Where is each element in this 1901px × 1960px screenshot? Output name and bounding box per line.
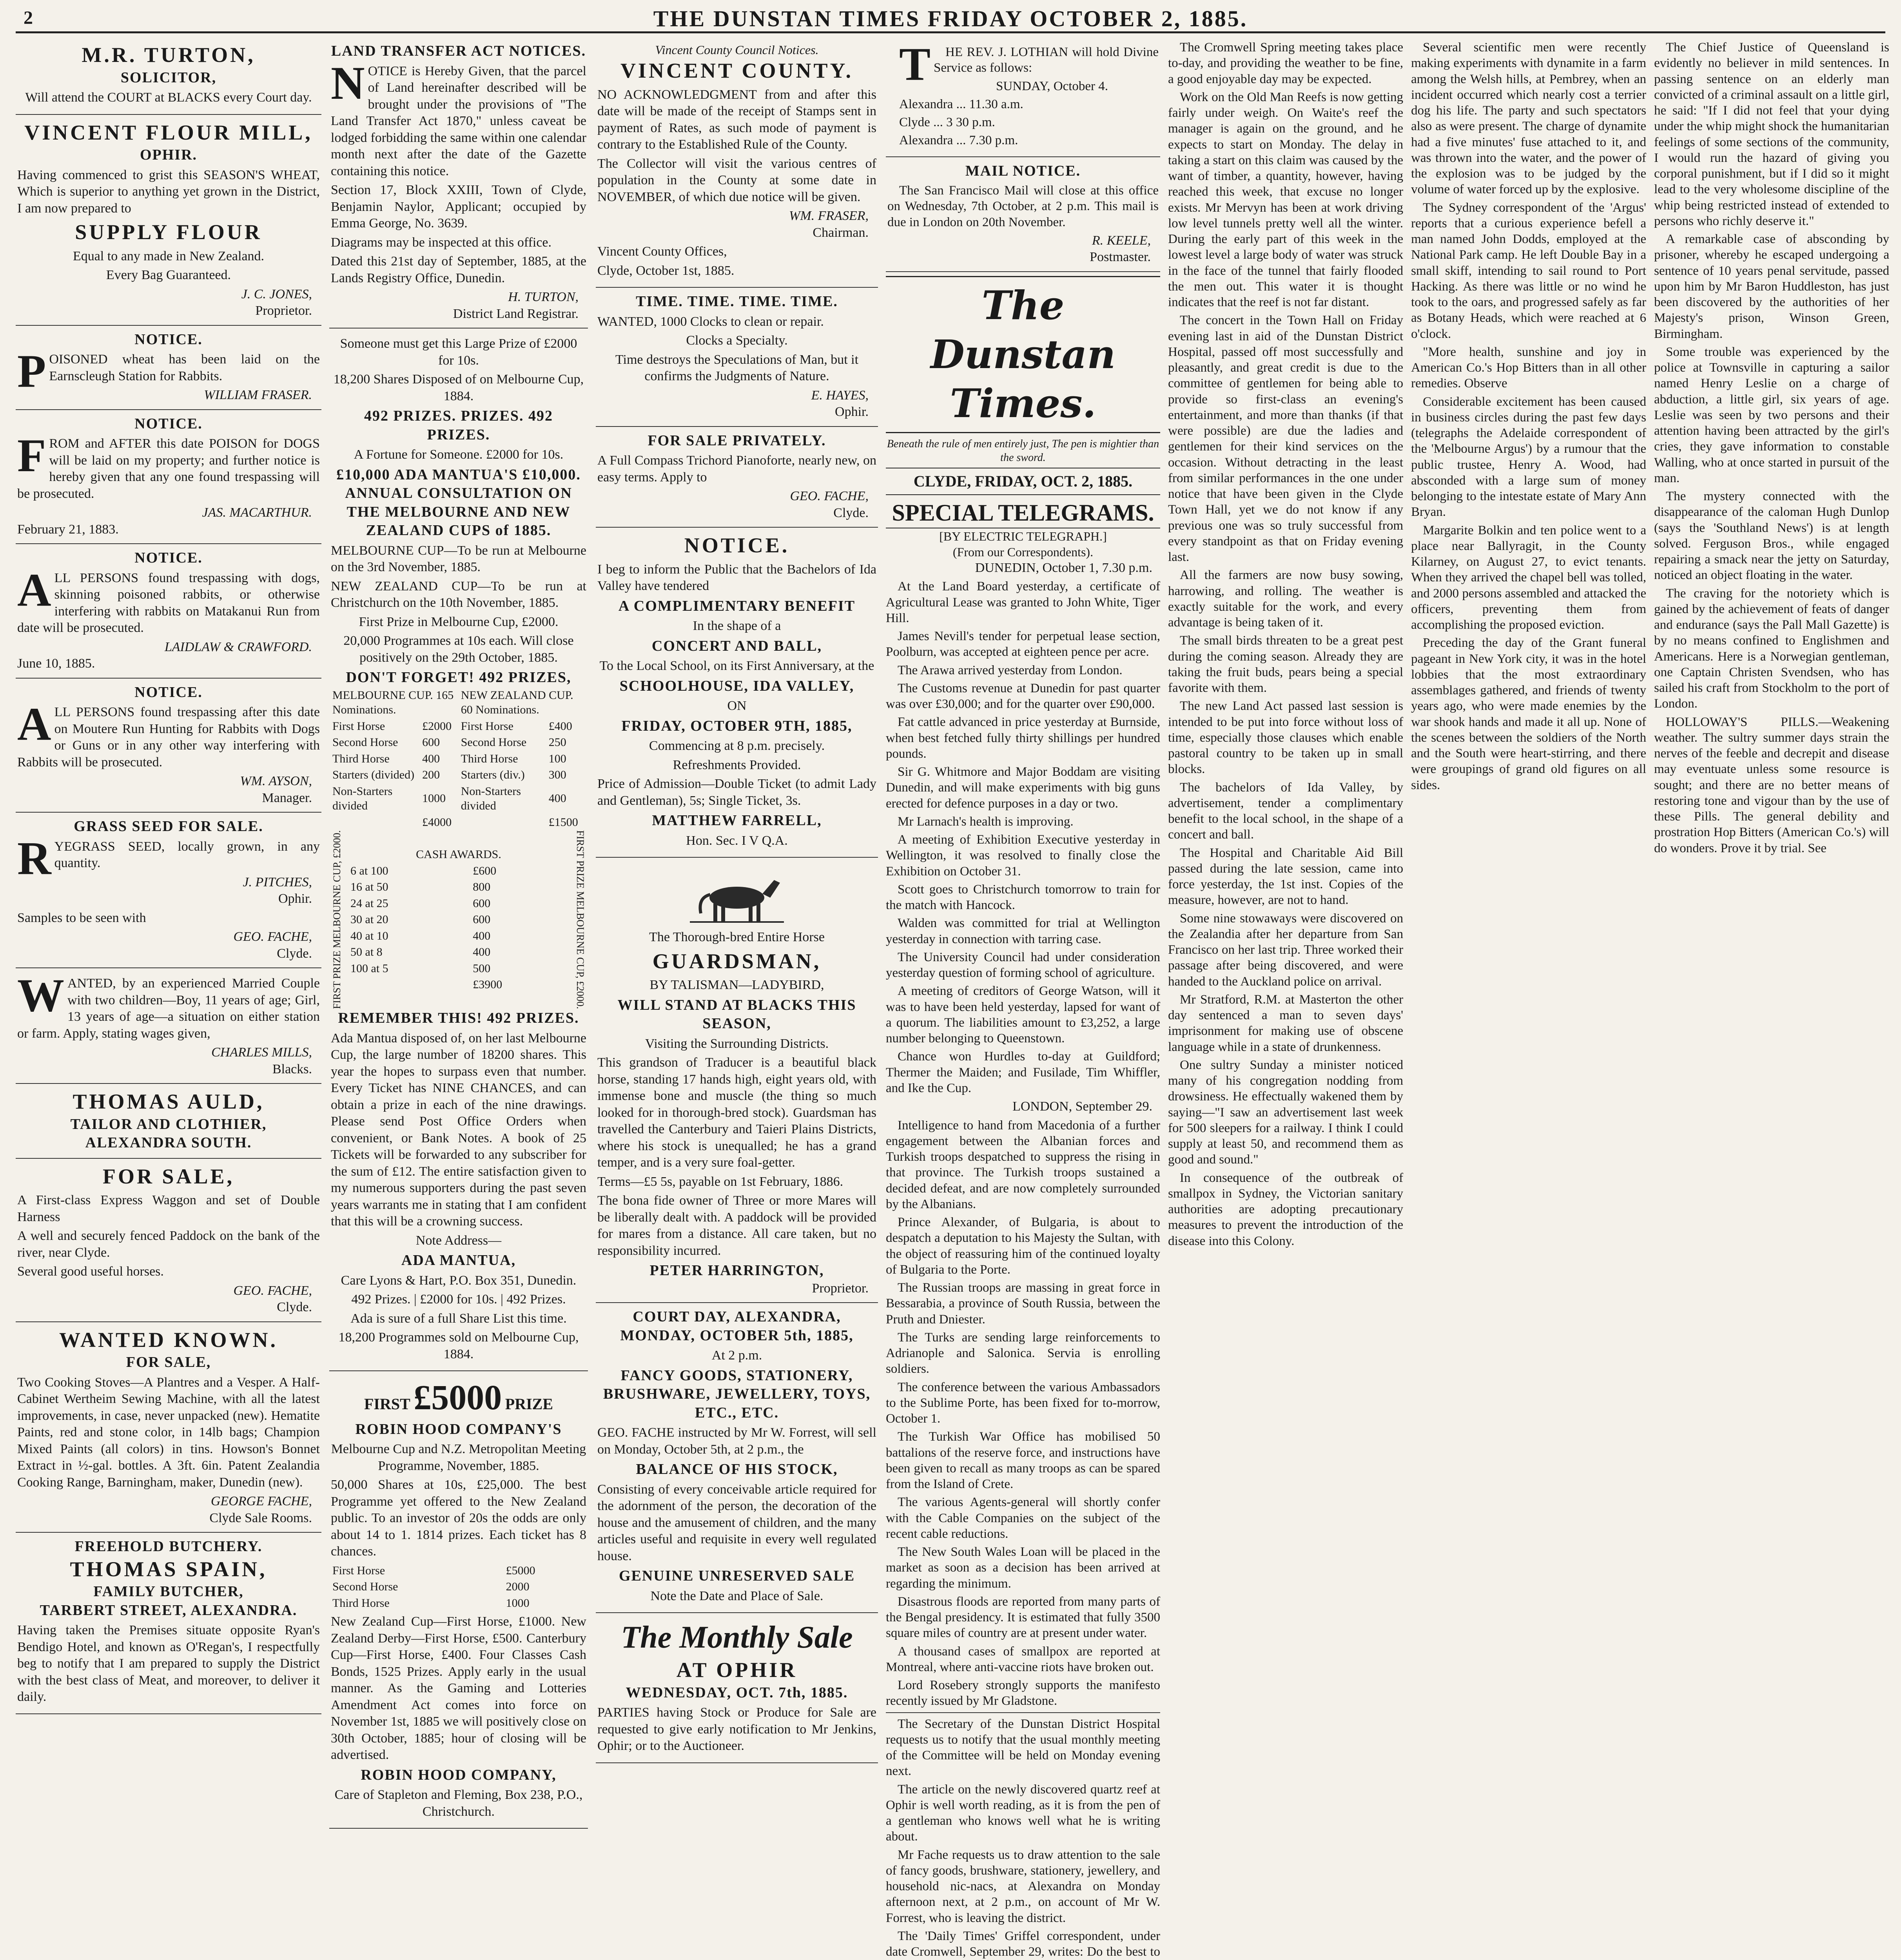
ad-venue: SCHOOLHOUSE, IDA VALLEY, [619, 677, 854, 694]
notice-signature-role: Chairman. [813, 225, 869, 240]
table-row [349, 976, 568, 993]
ad-text: A Fortune for Someone. £2000 for 10s. [354, 447, 564, 462]
notice-signature: R. KEELE, [1092, 233, 1151, 248]
column-6 [1411, 37, 1646, 1960]
notice-text: SUNDAY, October 4. [996, 79, 1108, 93]
side-label: FIRST PRIZE MELBOURNE CUP, £2000. [331, 830, 343, 1009]
robin-hood-ad [329, 1371, 588, 1829]
ad-title: FOR SALE PRIVATELY. [648, 432, 826, 449]
ad-text: Note Address— [415, 1233, 502, 1248]
ad-guardsman-horse [596, 858, 878, 1303]
notice-trespass-matakanui [16, 544, 321, 679]
ad-text: Will attend the COURT at BLACKS every Court day. [25, 90, 312, 105]
service-time: Alexandra ... 7.30 p.m. [899, 133, 1018, 148]
article-paragraph: The University Council had under consideration yesterday question of forming school of agriculture. [886, 950, 1160, 980]
ad-flour-mill [16, 115, 321, 326]
article-paragraph: At the Land Board yesterday, a certificate of Agricultural Lease was granted to John White, Tiger Hill. [886, 579, 1160, 625]
ad-text: PARTIES having Stock or Produce for Sale are requested to give early notification to Mr Jenkins, Ophir; or to the Auctioneer. [597, 1705, 876, 1753]
ad-headline: 492 PRIZES. PRIZES. 492 PRIZES. [364, 408, 553, 443]
notice-signature: JAS. MACARTHUR. [202, 505, 312, 520]
notice-title: LAND TRANSFER ACT NOTICES. [331, 43, 586, 59]
ad-text: Every Bag Guaranteed. [106, 268, 231, 282]
ad-date: WEDNESDAY, OCT. 7th, 1885. [626, 1684, 848, 1701]
ad-title: The Monthly Sale [621, 1620, 853, 1655]
notice-trespass-moutere [16, 679, 321, 813]
ad-subtitle: ALEXANDRA SOUTH. [85, 1134, 252, 1151]
ad-signature-place: Clyde. [277, 1300, 312, 1314]
ad-signature: CHARLES MILLS, [211, 1045, 312, 1060]
article-paragraph: The concert in the Town Hall on Friday evening last in aid of the Dunstan District Hospital, passed off most successfully and pleasantly, and great credit is due to the committee of gentlemen for being able to provide so first-class an evening's entertainment, and more than thanks (if that were possible) are due the ladies and gentlemen for their kind services on the occasion. Without detracting in the least from similar performances in the one under notice that have been given in the Clyde Town Hall, yet we do not know if any previous one was so truly successful from every standpoint as that on Friday evening last. [1168, 313, 1403, 564]
ad-text: WANTED, 1000 Clocks to clean or repair. [597, 314, 824, 329]
ad-text: NEW ZEALAND CUP—To be run at Christchurch on the 10th November, 1885. [331, 579, 586, 610]
notice-title: NOTICE. [134, 684, 203, 701]
article-paragraph: The Cromwell Spring meeting takes place to-day, and providing the weather to be fine, a good enjoyable day may be expected. [1168, 40, 1403, 86]
ad-text: The bona fide owner of Three or more Mares will be liberally dealt with. A paddock will be provided for mares from a distance. All care taken, but no responsibility incurred. [597, 1193, 876, 1258]
article-paragraph: The article on the newly discovered quartz reef at Ophir is well worth reading, as it is from the pen of a gentleman who knows well what he is writing about. [886, 1782, 1160, 1844]
ad-title: NOTICE. [684, 534, 790, 557]
ad-address: Care Lyons & Hart, P.O. Box 351, Dunedin. [341, 1273, 577, 1288]
mail-notice [886, 157, 1160, 272]
article-paragraph: Preceding the day of the Grant funeral pageant in New York city, it was in the hotel lobbies that the most extraordinary assemblages gathered, and friends of twenty years ago, who were made enemies by the war shook hands and made it all up. None of the scenes between the soldiers of the North and the South were heart-stirring, and there were groupings of grand old figures on all sides. [1411, 636, 1646, 792]
ad-text: Consisting of every conceivable article required for the adornment of the person, the decoration of the house and the amusement of children, and the many articles useful and requisite in every well regulated house. [597, 1482, 876, 1563]
article-paragraph: The New South Wales Loan will be placed in the market as soon as a decision has been arrived at regarding the minimum. [886, 1545, 1160, 1591]
dateline-london: LONDON, September 29. [1012, 1099, 1152, 1114]
ad-subtitle: AT OPHIR [676, 1658, 798, 1682]
ad-signature: GEO. FACHE, [233, 1283, 312, 1298]
service-time: Clyde ... 3 30 p.m. [899, 115, 995, 129]
ad-signature-role: Proprietor. [255, 303, 312, 318]
table-row: Third Horse 1000 [332, 1596, 530, 1610]
section-subtitle: [BY ELECTRIC TELEGRAPH.] [939, 529, 1107, 543]
article-paragraph: Disastrous floods are reported from many parts of the Bengal presidency. It is estimated that fully 3500 square miles of country are at present under water. [886, 1594, 1160, 1641]
column-2 [329, 37, 588, 1960]
cash-awards-table [349, 846, 568, 993]
ad-signature: E. HAYES, [811, 388, 869, 403]
ad-signature-place: Ophir. [278, 891, 312, 906]
ad-subtitle: OPHIR. [140, 147, 198, 163]
ad-subtitle: ANNUAL CONSULTATION ON THE MELBOURNE AND NEW ZEALAND CUPS of 1885. [345, 485, 572, 539]
notice-text: Diagrams may be inspected at this office. [331, 235, 552, 250]
table-row: Third Horse 400 Third Horse 100 [332, 752, 566, 765]
ad-motto: Time destroys the Speculations of Man, but it confirms the Judgments of Nature. [615, 352, 859, 383]
article-paragraph: Mr Larnach's health is improving. [898, 814, 1074, 829]
table-row: Second Horse 600 Second Horse 250 [332, 736, 566, 749]
table-row: 30 at 20 600 [350, 913, 491, 926]
ad-thomas-auld [16, 1084, 321, 1159]
ad-prize-amount: £5000 [414, 1378, 502, 1417]
article-paragraph: Some nine stowaways were discovered on the Zealandia after her departure from San Francisco on her last trip. Three worked their passage after being discovered, and were handed to the Auckland police on arrival. [1168, 911, 1403, 989]
table-row: 100 at 5 500 [350, 962, 491, 975]
service-time: Alexandra ... 11.30 a.m. [899, 97, 1023, 111]
notice-signature: WM. FRASER, [789, 209, 869, 223]
article-paragraph: The Chief Justice of Queensland is evidently no believer in mild sentences. In passing sentence on an elderly man convicted of a criminal assault on a little girl, he said: "If I did not feel that your dying under the whip might shock the humanitarian feelings of some sections of the community, I would run the hazard of giving you corporal punishment, but if I did so it might lead to the very wholesome discipline of the whip being restricted instead of extended to persons who richly deserve it." [1654, 40, 1889, 228]
article-paragraph: The craving for the notoriety which is gained by the achievement of feats of danger and endurance (says the Pall Mall Gazette) is by no means confined to Englishmen and Americans. Here is a Norwegian gentleman, one Captain Christen Svendsen, who has sailed his craft from Stockholm to the port of London. [1654, 586, 1889, 711]
ad-wanted-situation [16, 968, 321, 1084]
notice-signature: WM. AYSON, [240, 774, 312, 788]
ad-text: 492 Prizes. | £2000 for 10s. | 492 Prizes. [351, 1292, 566, 1307]
dateline-dunedin: DUNEDIN, October 1, 7.30 p.m. [975, 560, 1152, 575]
article-paragraph: The mystery connected with the disappearance of the caloman Hugh Dunlop (says the 'Southland News') is at length solved. Ferguson Bros., while engaged repairing a smack near the jetty on Saturday, noticed an object floating in the water. [1654, 489, 1889, 583]
article-paragraph: James Nevill's tender for perpetual lease section, Poolburn, was accepted at eighteen pence per acre. [886, 629, 1160, 659]
column-1 [16, 37, 321, 1960]
robin-prize-table [331, 1563, 586, 1612]
ad-text: A Full Compass Trichord Pianoforte, nearly new, on easy terms. Apply to [597, 453, 876, 485]
column-5 [1168, 37, 1403, 1960]
ad-subtitle: SOLICITOR, [120, 69, 217, 86]
notice-signature: H. TURTON, [508, 290, 579, 304]
ad-text: Samples to be seen with [17, 910, 146, 925]
ad-text: 18,200 Shares Disposed of on Melbourne Cup, 1884. [333, 372, 584, 403]
ad-signature-role: Proprietor. [812, 1281, 869, 1296]
article-paragraph: The Russian troops are massing in great force in Bessarabia, a province of South Russia, between the Pruth and Dniester. [886, 1281, 1160, 1327]
article-paragraph: Work on the Old Man Reefs is now getting fairly under weigh. On Waite's reef the manager is again on the ground, and he expects to start on Monday. The delay in taking a start on this claim was caused by the want of timber, a quantity, however, having reached this week, that excuse no longer exists. Mr Mervyn has been at work driving low level tunnels pretty well all the winter. During the early part of this week in the lowest level a large body of water was struck in the face of the tunnel that fairly flooded the men out. This water it is thought indicates that the reef is not far distant. [1168, 90, 1403, 309]
notice-signature: WILLIAM FRASER. [204, 388, 312, 402]
horse-illustration [686, 866, 788, 925]
article-paragraph: The Sydney correspondent of the 'Argus' reports that a curious experience befell a man named John Dodds, employed at the National Park camp. He left Double Bay in a small skiff, intending to sail round to Port Hacking. As there was little or no wind he took to the oars, and progressed safely as far as Botany Heads, which were reached at 6 o'clock. [1411, 200, 1646, 341]
ad-text: Visiting the Surrounding Districts. [645, 1036, 829, 1051]
ad-title: ROBIN HOOD COMPANY'S [355, 1421, 562, 1437]
ad-signature: PETER HARRINGTON, [649, 1262, 824, 1279]
ad-headline: FANCY GOODS, STATIONERY, BRUSHWARE, JEWELLERY, TOYS, ETC., ETC. [603, 1367, 871, 1421]
article-paragraph: One sultry Sunday a minister noticed many of his congregation nodding from drowsiness. He effectually wakened them by saying—"I saw an advertisement last week for 500 sleepers for a railway. I think I could supply at least 50, and recommend them as good and sound." [1168, 1058, 1403, 1167]
ad-text: Terms—£5 5s, payable on 1st February, 1886. [597, 1174, 843, 1189]
notice-text: ALL PERSONS found trespassing with dogs, skinning poisoned rabbits, or otherwise interfering with rabbits on Matakanui Run from date will be prosecuted. [17, 563, 320, 635]
ad-text: GEO. FACHE instructed by Mr W. Forrest, will sell on Monday, October 5th, at 2 p.m., the [597, 1425, 876, 1457]
ada-mantua-ad [329, 328, 588, 1371]
notice-title: NOTICE. [134, 550, 203, 566]
column-3 [596, 37, 878, 1960]
column-7 [1654, 37, 1889, 1960]
ad-for-sale-fache [16, 1159, 321, 1322]
notice-text: The San Francisco Mail will close at this office on Wednesday, 7th October, at 2 p.m. This mail is due in London on 20th November. [887, 183, 1159, 229]
ad-title: £10,000 ADA MANTUA'S £10,000. [336, 466, 581, 483]
notice-text: NO ACKNOWLEDGMENT from and after this date will be made of the receipt of Stamps sent in payment of Rates, as such mode of payment is contrary to the Established Rule of the County. [597, 87, 876, 152]
ad-signature: GEORGE FACHE, [210, 1494, 312, 1508]
ad-piano-sale [596, 427, 878, 528]
ad-signature: GEO. FACHE, [233, 929, 312, 944]
article-paragraph: The Turkish War Office has mobilised 50 battalions of the reserve force, and instructions have been given to recall as many troops as can be spared from the Island of Crete. [886, 1430, 1160, 1491]
article-paragraph: All the farmers are now busy sowing, harrowing, and rolling. The weather is exactly suitable for the work, and every advantage is being taken of it. [1168, 568, 1403, 630]
notice-signature-role: Postmaster. [1090, 250, 1151, 265]
ad-text: ON [727, 699, 747, 713]
ad-title: WANTED KNOWN. [59, 1328, 278, 1352]
notice-header: Vincent County Council Notices. [655, 43, 819, 57]
ad-text: RYEGRASS SEED, locally grown, in any quantity. [17, 832, 320, 884]
ad-text: Clocks a Specialty. [686, 333, 788, 348]
table-header: MELBOURNE CUP. 165 Nominations. [332, 688, 454, 716]
notice-detail: Section 17, Block XXIII, Town of Clyde, Benjamin Naylor, Applicant; occupied by Emma George, No. 3639. [331, 183, 586, 230]
table-header: NEW ZEALAND CUP. 60 Nominations. [461, 688, 573, 716]
ad-headline: CONCERT AND BALL, [651, 637, 822, 654]
divider [886, 1712, 1160, 1713]
article-paragraph: The various Agents-general will shortly confer with the Cable Companies on the subject of the recent cable reductions. [886, 1495, 1160, 1541]
ad-signature: J. PITCHES, [243, 875, 312, 889]
ad-text: MELBOURNE CUP—To be run at Melbourne on the 3rd November, 1885. [331, 543, 586, 574]
ad-title: VINCENT FLOUR MILL, [24, 120, 313, 144]
ad-text: 20,000 Programmes at 10s each. Will close positively on the 29th October, 1885. [343, 633, 574, 665]
notice-text: FROM and AFTER this date POISON for DOGS will be laid on my property; and further notice is hereby given that any one found trespassing will be prosecuted. [17, 429, 320, 501]
notice-date: Clyde, October 1st, 1885. [597, 263, 735, 278]
ad-headline: WILL STAND AT BLACKS THIS SEASON, [617, 996, 856, 1032]
ad-headline: SUPPLY FLOUR [75, 220, 262, 244]
ad-turton [16, 37, 321, 115]
article-paragraph: Several scientific men were recently making experiments with dynamite in a farm among the Welsh hills, at Pembrey, when an incident occurred which nearly cost a terrier dog his life. The party and such spectators also as were present. The charge of dynamite had a five minutes' fuse attached to it, and was thrown into the water, and the power of the explosion was to be judged by the volume of water forced up by the explosive. [1411, 40, 1646, 197]
table-row: 16 at 50 800 [350, 880, 491, 894]
table-row: Starters (divided) 200 Starters (div.) 300 [332, 768, 566, 781]
article-paragraph: The Customs revenue at Dunedin for past quarter was over £30,000; and for the quarter over £90,000. [886, 681, 1160, 711]
ad-text: A well and securely fenced Paddock on the bank of the river, near Clyde. [17, 1229, 320, 1260]
notice-text: ALL PERSONS found trespassing after this date on Moutere Run Hunting for Rabbits with Dogs or Guns or in any other way interfering with Rabbits will be prosecuted. [17, 698, 320, 769]
ad-text: BY TALISMAN—LADYBIRD, [649, 978, 824, 992]
article-paragraph: Sir G. Whitmore and Major Boddam are visiting Dunedin, and will make experiments with big guns erected for defence purposes in a day or two. [886, 765, 1160, 811]
notice-signature-role: Manager. [262, 790, 312, 805]
article-paragraph: Lord Rosebery strongly supports the manifesto recently issued by Mr Gladstone. [886, 1678, 1160, 1708]
article-paragraph: The Arawa arrived yesterday from London. [898, 663, 1123, 677]
notice-office: Vincent County Offices, [597, 244, 727, 259]
ad-text: 18,200 Programmes sold on Melbourne Cup, 1884. [338, 1330, 579, 1361]
article-paragraph: Some trouble was experienced by the police at Townsville in capturing a sailor named Henry Leslie on a charge of abduction, a little girl, six years of age. Leslie was seen by two persons and their attention having been attracted by the girl's cries, they gave information to constable Walling, who at once started in pursuit of the man. [1654, 345, 1889, 485]
land-transfer-notice [329, 37, 588, 328]
ad-wanted-known [16, 1322, 321, 1533]
masthead [16, 4, 1885, 33]
ad-address: Care of Stapleton and Fleming, Box 238, P.O., Christchurch. [334, 1788, 583, 1819]
prize-table [331, 687, 586, 831]
ad-text: Note the Date and Place of Sale. [650, 1588, 824, 1603]
table-row: 24 at 25 600 [350, 897, 491, 910]
section-title: SPECIAL TELEGRAMS. [886, 498, 1160, 528]
newspaper-masthead-title: THE DUNSTAN TIMES FRIDAY OCTOBER 2, 1885. [653, 6, 1248, 31]
ad-title: TIME. TIME. TIME. TIME. [636, 293, 838, 310]
editorial-dateline: CLYDE, FRIDAY, OCT. 2, 1885. [886, 468, 1160, 495]
article-paragraph: A remarkable case of absconding by prisoner, whereby he escaped undergoing a sentence of 10 years penal servitude, passed upon him by Mr Baron Huddleston, has just been discovered by the authorities of her Majesty's prison, Winson Green, Birmingham. [1654, 232, 1889, 341]
ad-signature-place: Clyde. [277, 946, 312, 961]
ad-text: First Prize in Melbourne Cup, £2000. [359, 614, 559, 629]
ad-name: ADA MANTUA, [401, 1252, 516, 1269]
column-4 [886, 37, 1160, 1960]
ad-subtitle: TAILOR AND CLOTHIER, [70, 1116, 267, 1132]
ad-subtitle: Melbourne Cup and N.Z. Metropolitan Meeting Programme, November, 1885. [331, 1442, 586, 1473]
table-row: 40 at 10 400 [350, 929, 491, 942]
ad-text: This grandson of Traducer is a beautiful black horse, standing 17 hands high, eight years old, with immense bone and muscle (the thing so much looked for in thorough-bred stock). Guardsman has travelled the Canterbury and Taieri Plains Districts, where his stock is unequalled; he has a grand temper, and is a very sure foal-getter. [597, 1055, 876, 1170]
table-total: £3900 [473, 978, 502, 991]
ad-title: GRASS SEED FOR SALE. [74, 818, 263, 835]
ad-text: Ada Mantua disposed of, on her last Melbourne Cup, the large number of 18200 shares. This year the hopes to surpass even that number. Every Ticket has NINE CHANCES, and can obtain a prize in each of the nine drawings. Please send Post Office Orders when convenient, or Bank Notes. A book of 25 Tickets will be forwarded to any subscriber for the sum of £12. The entire satisfaction given to my numerous supporters during the past seven years warrants me in stating that I am confident that this will be a crowning success. [331, 1031, 586, 1229]
notice-text: THE REV. J. LOTHIAN will hold Divine Service as follows: [899, 38, 1159, 90]
table-row: First Horse £5000 [332, 1564, 535, 1577]
ad-text: At 2 p.m. [711, 1348, 762, 1363]
article-paragraph: Fat cattle advanced in price yesterday at Burnside, when best fetched fully thirty shillings per hundred pounds. [886, 715, 1160, 761]
table-row [331, 814, 586, 831]
table-row: 6 at 100 £600 [350, 864, 497, 877]
ad-text: Refreshments Provided. [673, 757, 801, 772]
ad-first: FIRST [364, 1395, 410, 1413]
ad-signature: ROBIN HOOD COMPANY, [361, 1766, 557, 1783]
table-row: Non-Starters divided 1000 Non-Starters divided 400 [332, 784, 566, 812]
ad-title: M.R. TURTON, [82, 43, 256, 67]
article-paragraph: The new Land Act passed last session is intended to be put into force without loss of time, especially those clauses which enable pastoral country to be taken up in small blocks. [1168, 699, 1403, 777]
notice-date: February 21, 1883. [17, 522, 119, 537]
ad-text: New Zealand Cup—First Horse, £1000. New Zealand Derby—First Horse, £500. Canterbury Cup—First Horse, £400. Four Classes Cash Bonds, 1525 Prizes. Apply early in the usual manner. As the Gaming and Lotteries Amendment Act comes into force on November 1st, 1885 we will positively close on 30th October, 1885; hour of closing will be advertised. [331, 1614, 586, 1762]
table-row: 50 at 8 400 [350, 946, 491, 959]
ad-text: A First-class Express Waggon and set of Double Harness [17, 1193, 320, 1224]
ad-headline: BALANCE OF HIS STOCK, [636, 1461, 838, 1477]
article-paragraph: The Secretary of the Dunstan District Hospital requests us to notify that the usual monthly meeting of the Committee will be held on Monday evening next. [886, 1717, 1160, 1779]
notice-dog-poison [16, 410, 321, 544]
notice-text: The Collector will visit the various centres of population in the County at some date in NOVEMBER, of which due notice will be given. [597, 156, 876, 204]
ad-subtitle: The Thorough-bred Entire Horse [649, 930, 825, 944]
notice-title: MAIL NOTICE. [965, 162, 1081, 179]
ad-hayes-clocks [596, 288, 878, 427]
ad-subtitle: FAMILY BUTCHER, [93, 1583, 244, 1600]
notice-title: NOTICE. [134, 331, 203, 348]
notice-text: NOTICE is Hereby Given, that the parcel of Land hereinafter described will be brought under the provisions of "The Land Transfer Act 1870," unless caveat be lodged forbidding the same within one calendar month next after the date of the Gazette containing this notice. [331, 56, 586, 178]
article-paragraph: A thousand cases of smallpox are reported at Montreal, where anti-vaccine riots have broken out. [886, 1644, 1160, 1674]
notice-date: June 10, 1885. [17, 656, 95, 671]
ad-signature: J. C. JONES, [241, 287, 312, 301]
ad-text: Having commenced to grist this SEASON'S WHEAT, Which is superior to anything yet grown in the District, I am now prepared to [17, 167, 320, 216]
divine-service-notice [886, 37, 1160, 157]
ad-monthly-sale [596, 1613, 878, 1763]
table-header: CASH AWARDS. [416, 848, 501, 861]
ad-headline: GENUINE UNRESERVED SALE [619, 1568, 855, 1584]
ad-headline: A COMPLIMENTARY BENEFIT [618, 597, 856, 614]
article-paragraph: The Hospital and Charitable Aid Bill passed during the late session, came into force yesterday, the 1st inst. Copies of the measure, however, are not to hand. [1168, 846, 1403, 907]
article-paragraph: In consequence of the outbreak of smallpox in Sydney, the Victorian sanitary authorities are adopting precautionary measures to prevent the introduction of the disease into this Colony. [1168, 1171, 1403, 1248]
ad-text: Having taken the Premises situate opposite Ryan's Bendigo Hotel, and known as O'Regan's, I respectfully beg to notify that I am prepared to supply the District with the best class of Meat, and moreover, to deliver it daily. [17, 1623, 320, 1704]
ad-text: I beg to inform the Public that the Bachelors of Ida Valley have tendered [597, 562, 876, 593]
article-paragraph: A meeting of Exhibition Executive yesterday in Wellington, it was resolved to finally close the Exhibition on October 31. [886, 833, 1160, 878]
ad-title: GUARDSMAN, [652, 949, 822, 973]
ad-text: Commencing at 8 p.m. precisely. [649, 739, 825, 753]
article-paragraph: Mr Fache requests us to draw attention to the sale of fancy goods, brushware, stationery, jewellery, and household nic-nacs, at Alexandra on Monday afternoon next, at 2 p.m., on account of Mr W. Forrest, who is leaving the district. [886, 1847, 1160, 1925]
ad-signature-place: Blacks. [272, 1062, 312, 1076]
ad-signature-role: Hon. Sec. I V Q.A. [686, 833, 788, 848]
ad-signature: GEO. FACHE, [790, 489, 869, 503]
article-paragraph: Scott goes to Christchurch tomorrow to train for the match with Hancock. [886, 882, 1160, 912]
article-paragraph: The conference between the various Ambassadors to the Sublime Porte, has been fixed for to-morrow, October 1. [886, 1380, 1160, 1426]
ad-title: FOR SALE, [102, 1164, 235, 1188]
article-paragraph: HOLLOWAY'S PILLS.—Weakening weather. The sultry summer days strain the nerves of the feeble and decrepit and disease may eventuate unless some resource is sought; and there are no better means of restoring tone and vigour than by the use of these Pills. The general debility and prostration Hop Bitters (American Co.'s) will do wonders. Prove it by trial. See [1654, 715, 1889, 855]
ad-title: COURT DAY, ALEXANDRA, MONDAY, OCTOBER 5th, 1885, [620, 1308, 854, 1344]
ad-text: Ada is sure of a full Share List this time. [350, 1311, 567, 1326]
notice-signature: LAIDLAW & CRAWFORD. [164, 639, 312, 654]
ad-title: FREEHOLD BUTCHERY. [74, 1538, 263, 1555]
article-paragraph: Prince Alexander, of Bulgaria, is about to despatch a deputation to his Majesty the Sultan, with the object of reassuring him of the continued loyalty of Bulgaria to the Porte. [886, 1215, 1160, 1277]
ad-text: In the shape of a [693, 619, 781, 633]
ad-court-day-sale [596, 1303, 878, 1613]
ad-headline: REMEMBER THIS! 492 PRIZES. [338, 1010, 579, 1027]
notice-dated: Dated this 21st day of September, 1885, at the Lands Registry Office, Dunedin. [331, 254, 586, 285]
article-paragraph: The small birds threaten to be a great pest during the coming season. Already they are taking the fruit buds, pears being a special favorite with them. [1168, 633, 1403, 695]
article-paragraph: Considerable excitement has been caused in business circles during the past few days (telegraphs the Adelaide correspondent of the 'Melbourne Argus') by a rumour that the public trustee, Henry A. Wood, had absconded with a large sum of money belonging to the intestate estate of Mary Ann Bryan. [1411, 394, 1646, 519]
article-paragraph: Margarite Bolkin and ten police went to a place near Ballyragit, in the County Kilarney, on August 27, to evict tenants. When they arrived the chapel bell was tolled, and 2000 persons assembled and attacked the officers, preventing them from accomplishing the proposed eviction. [1411, 523, 1646, 632]
section-subtitle: (From our Correspondents). [952, 544, 1094, 559]
page-number: 2 [24, 7, 33, 28]
table-row: Second Horse 2000 [332, 1580, 530, 1593]
ad-signature-place: Clyde. [833, 505, 869, 520]
table-row: First Horse £2000 First Horse £400 [332, 719, 572, 733]
article-paragraph: The Turks are sending large reinforcements to Adrianople and Salonica. Servia is enrolling soldiers. [886, 1330, 1160, 1376]
article-paragraph: Walden was committed for trial at Wellington yesterday in connection with tarring case. [886, 916, 1160, 946]
table-total: £1500 [548, 815, 578, 829]
ad-text: Several good useful horses. [17, 1264, 164, 1279]
article-paragraph: The bachelors of Ida Valley, by advertisement, tender a complimentary benefit to the local school, in the shape of a concert and ball. [1168, 780, 1403, 842]
ad-title: THOMAS AULD, [73, 1090, 265, 1113]
side-label: FIRST PRIZE MELBOURNE CUP, £2000. [575, 830, 586, 1009]
ad-subtitle: TARBERT STREET, ALEXANDRA. [40, 1602, 297, 1619]
article-paragraph: Intelligence to hand from Macedonia of a further engagement between the Albanian forces and Turkish troops despatched to suppress the rising in that province. The Turkish troops sustained a decided defeat, and are now completely surrounded by the Albanians. [886, 1118, 1160, 1211]
ad-name: THOMAS SPAIN, [70, 1557, 267, 1581]
ad-subtitle: FOR SALE, [126, 1354, 211, 1370]
notice-signature-role: District Land Registrar. [453, 306, 579, 321]
article-paragraph: A meeting of creditors of George Watson, will it was to have been held yesterday, lapsed for want of a quorum. The liabilities amount to £3,252, a large number belonging to Queenstown. [886, 984, 1160, 1045]
ad-text: To the Local School, on its First Anniversary, at the [599, 659, 874, 673]
article-paragraph: The 'Daily Times' Griffel correspondent, under date Cromwell, September 29, writes: Do the best to [886, 1929, 1160, 1959]
notice-title: VINCENT COUNTY. [620, 59, 854, 82]
vincent-county-notice [596, 37, 878, 288]
ad-grass-seed [16, 813, 321, 968]
ad-text: Two Cooking Stoves—A Plantres and a Vesper. A Half-Cabinet Wertheim Sewing Machine, with all the latest improvements, in case, never unpacked (new). Hematite Paints, red and stone color, in 14lb bags; Champion Mixed Paints (all colors) in tins. Howson's Bonnet Extract in ½-gal. bottles. A 3ft. 6in. Patent Zealandia Cooking Range, Barningham, maker, Dunedin (new). [17, 1375, 320, 1490]
article-paragraph: "More health, sunshine and joy in American Co.'s Hop Bitters than in all other remedies. Observe [1411, 345, 1646, 391]
notice-poisoned-wheat [16, 326, 321, 410]
notice-title: NOTICE. [134, 415, 203, 432]
article-paragraph: Mr Stratford, R.M. at Masterton the other day sentenced a man to seven days' imprisonment for making use of obscene language while in a state of drunkenness. [1168, 992, 1403, 1054]
ad-date: FRIDAY, OCTOBER 9TH, 1885, [621, 717, 853, 734]
editorial-masthead: The Dunstan Times. [886, 276, 1160, 433]
editorial-motto: Beneath the rule of men entirely just, The pen is mightier than the sword. [887, 437, 1159, 464]
ad-complimentary-benefit [596, 528, 878, 858]
table-total: £4000 [422, 815, 452, 829]
ad-text: Price of Admission—Double Ticket (to admit Lady and Gentleman), 5s; Single Ticket, 3s. [597, 777, 876, 808]
ad-butchery [16, 1533, 321, 1714]
ad-signature: MATTHEW FARRELL, [652, 812, 822, 829]
ad-text: 50,000 Shares at 10s, £25,000. The best Programme yet offered to the New Zealand public. To an investor of 20s the odds are only about 14 to 1. 1814 prizes. Each ticket has 8 chances. [331, 1477, 586, 1559]
ad-prize: PRIZE [505, 1395, 553, 1413]
ad-text: WANTED, by an experienced Married Couple with two children—Boy, 11 years of age; Girl, 13 years of age—a situation on either station or farm. Apply, stating wages given, [17, 969, 320, 1041]
ad-text: Equal to any made in New Zealand. [73, 249, 265, 263]
ad-signature-place: Clyde Sale Rooms. [209, 1510, 312, 1525]
ad-signature-place: Ophir. [835, 405, 869, 419]
notice-text: POISONED wheat has been laid on the Earnscleugh Station for Rabbits. [17, 345, 320, 397]
article-paragraph: Chance won Hurdles to-day at Guildford; Thermer the Maiden; and Fusilade, Tim Whiffler, and Ike the Cup. [886, 1049, 1160, 1095]
ad-headline: DON'T FORGET! 492 PRIZES, [346, 669, 571, 686]
ad-text: Someone must get this Large Prize of £2000 for 10s. [340, 336, 577, 368]
